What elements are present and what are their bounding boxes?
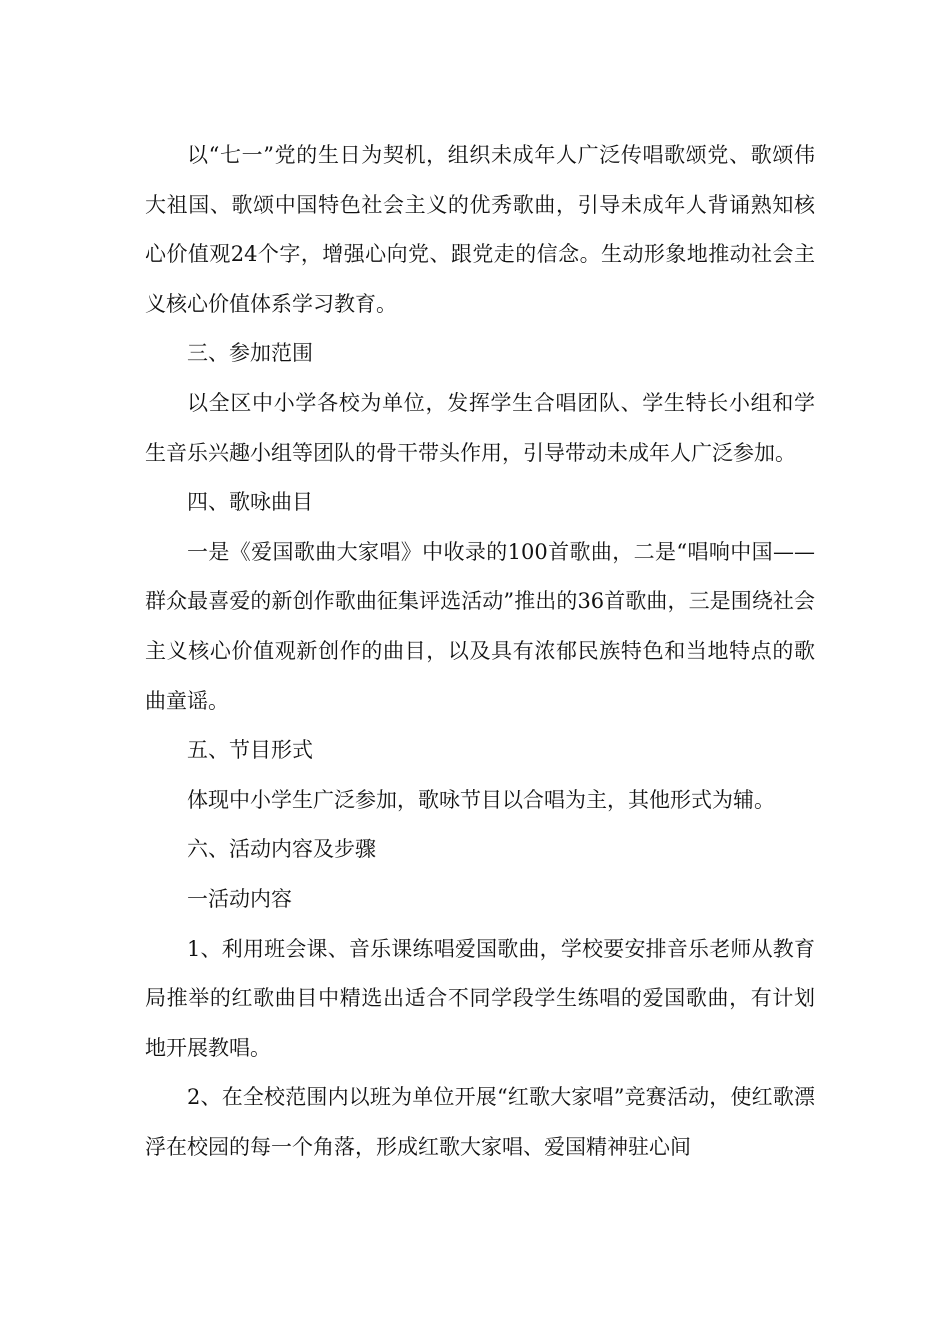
heading-repertoire: 四、歌咏曲目 — [187, 490, 313, 515]
list-item-2: 2、在全校范围内以班为单位开展“红歌大家唱”竞赛活动，使红歌漂浮在校园的每一个角落，形成红歌大家唱、爱国精神驻心间 — [145, 1085, 815, 1159]
paragraph-program-format: 体现中小学生广泛参加，歌咏节目以合唱为主，其他形式为辅。 — [187, 787, 775, 812]
heading-scope: 三、参加范围 — [187, 341, 313, 366]
paragraph-purpose: 以“七一”党的生日为契机，组织未成年人广泛传唱歌颂党、歌颂伟大祖国、歌颂中国特色社会主义的优秀歌曲，引导未成年人背诵熟知核心价值观24个字，增强心向党、跟党走的信念。生动形象地推动社会主义核心价值体系学习教育。 — [145, 143, 815, 316]
document-page — [145, 131, 815, 1172]
paragraph-scope: 以全区中小学各校为单位，发挥学生合唱团队、学生特长小组和学生音乐兴趣小组等团队的骨干带头作用，引导带动未成年人广泛参加。 — [145, 390, 815, 465]
subheading-activity-content: 一活动内容 — [187, 886, 292, 911]
heading-activity-steps: 六、活动内容及步骤 — [187, 837, 376, 862]
list-item-1: 1、利用班会课、音乐课练唱爱国歌曲，学校要安排音乐老师从教育局推举的红歌曲目中精选出适合不同学段学生练唱的爱国歌曲，有计划地开展教唱。 — [145, 936, 815, 1060]
heading-program-format: 五、节目形式 — [187, 738, 313, 763]
paragraph-repertoire: 一是《爱国歌曲大家唱》中收录的100首歌曲，二是“唱响中国——群众最喜爱的新创作歌曲征集评选活动”推出的36首歌曲，三是围绕社会主义核心价值观新创作的曲目，以及具有浓郁民族特色和当地特点的歌曲童谣。 — [145, 539, 815, 713]
